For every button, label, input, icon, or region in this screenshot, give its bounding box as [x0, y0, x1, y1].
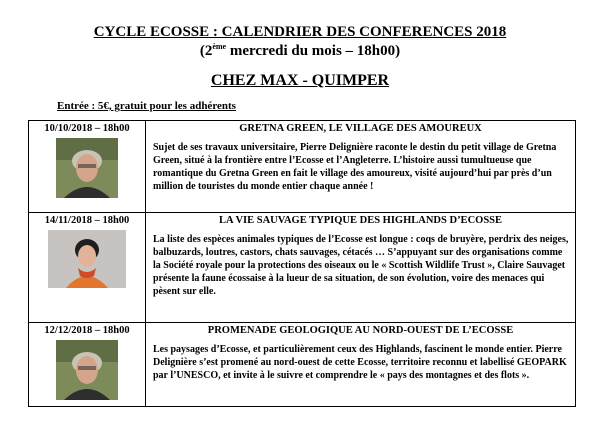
date-cell — [29, 323, 146, 407]
conference-cell — [146, 323, 576, 407]
schedule-rest: mercredi du mois – 18h00) — [226, 43, 401, 59]
conference-title: LA VIE SAUVAGE TYPIQUE DES HIGHLANDS D’ECOSSE — [219, 215, 502, 226]
table-row — [29, 323, 576, 407]
table-row — [29, 213, 576, 323]
conference-date: 10/10/2018 – 18h00 — [44, 123, 130, 134]
schedule-line — [0, 42, 600, 60]
conference-cell — [146, 121, 576, 213]
conference-description: La liste des espèces animales typiques de l’Ecosse est longue : coqs de bruyère, perdrix des neiges, balbuzards, loutres, castors, chats sauvages, cétacés … S’appuyant sur des organisations comme la Société royale pour la protections des oiseaux ou le « Scottish Wildlife Trust », Claire Sauvaget présente la faune écossaise à la lueur de sa situation, de son évolution, voire des menaces qui pèsent sur elle. — [153, 234, 569, 297]
conference-table — [28, 120, 576, 407]
document-title: CYCLE ECOSSE : CALENDRIER DES CONFERENCES 2018 — [93, 24, 507, 40]
speaker-portrait-icon — [56, 138, 118, 198]
conference-date: 14/11/2018 – 18h00 — [44, 215, 130, 226]
speaker-photo — [56, 340, 118, 400]
schedule-open: (2 — [199, 43, 213, 59]
conference-description: Les paysages d’Ecosse, et particulièrement ceux des Highlands, fascinent le monde entier. Pierre Delignière s’est promené au nord-ouest de cette Ecosse, territoire reconnu et labellisé GEOPARK par l’UNESCO, et invite à le suivre et comprendre le « pays des montagnes et des flots ». — [153, 344, 567, 381]
speaker-photo — [56, 138, 118, 198]
date-cell — [29, 121, 146, 213]
speaker-portrait-icon — [48, 230, 126, 288]
conference-date: 12/12/2018 – 18h00 — [44, 325, 130, 336]
conference-cell — [146, 213, 576, 323]
conference-description: Sujet de ses travaux universitaire, Pierre Delignière raconte le destin du petit village de Gretna Green, situé à la frontière entre l’Ecosse et l’Angleterre. L’histoire aussi tumultueuse que romantique du Gretna Green en fait le village des amoureux, visité aujourd’hui par près d’un million de touristes du monde entier chaque année ! — [153, 142, 557, 192]
table-row — [29, 121, 576, 213]
speaker-portrait-icon — [56, 340, 118, 400]
venue-heading: CHEZ MAX - QUIMPER — [210, 72, 390, 89]
entry-price: Entrée : 5€, gratuit pour les adhérents — [57, 100, 236, 112]
speaker-photo — [48, 230, 126, 288]
schedule-superscript: ème — [212, 42, 227, 51]
conference-title: PROMENADE GEOLOGIQUE AU NORD-OUEST DE L’ECOSSE — [207, 325, 514, 336]
date-cell — [29, 213, 146, 323]
conference-title: GRETNA GREEN, LE VILLAGE DES AMOUREUX — [239, 123, 482, 134]
